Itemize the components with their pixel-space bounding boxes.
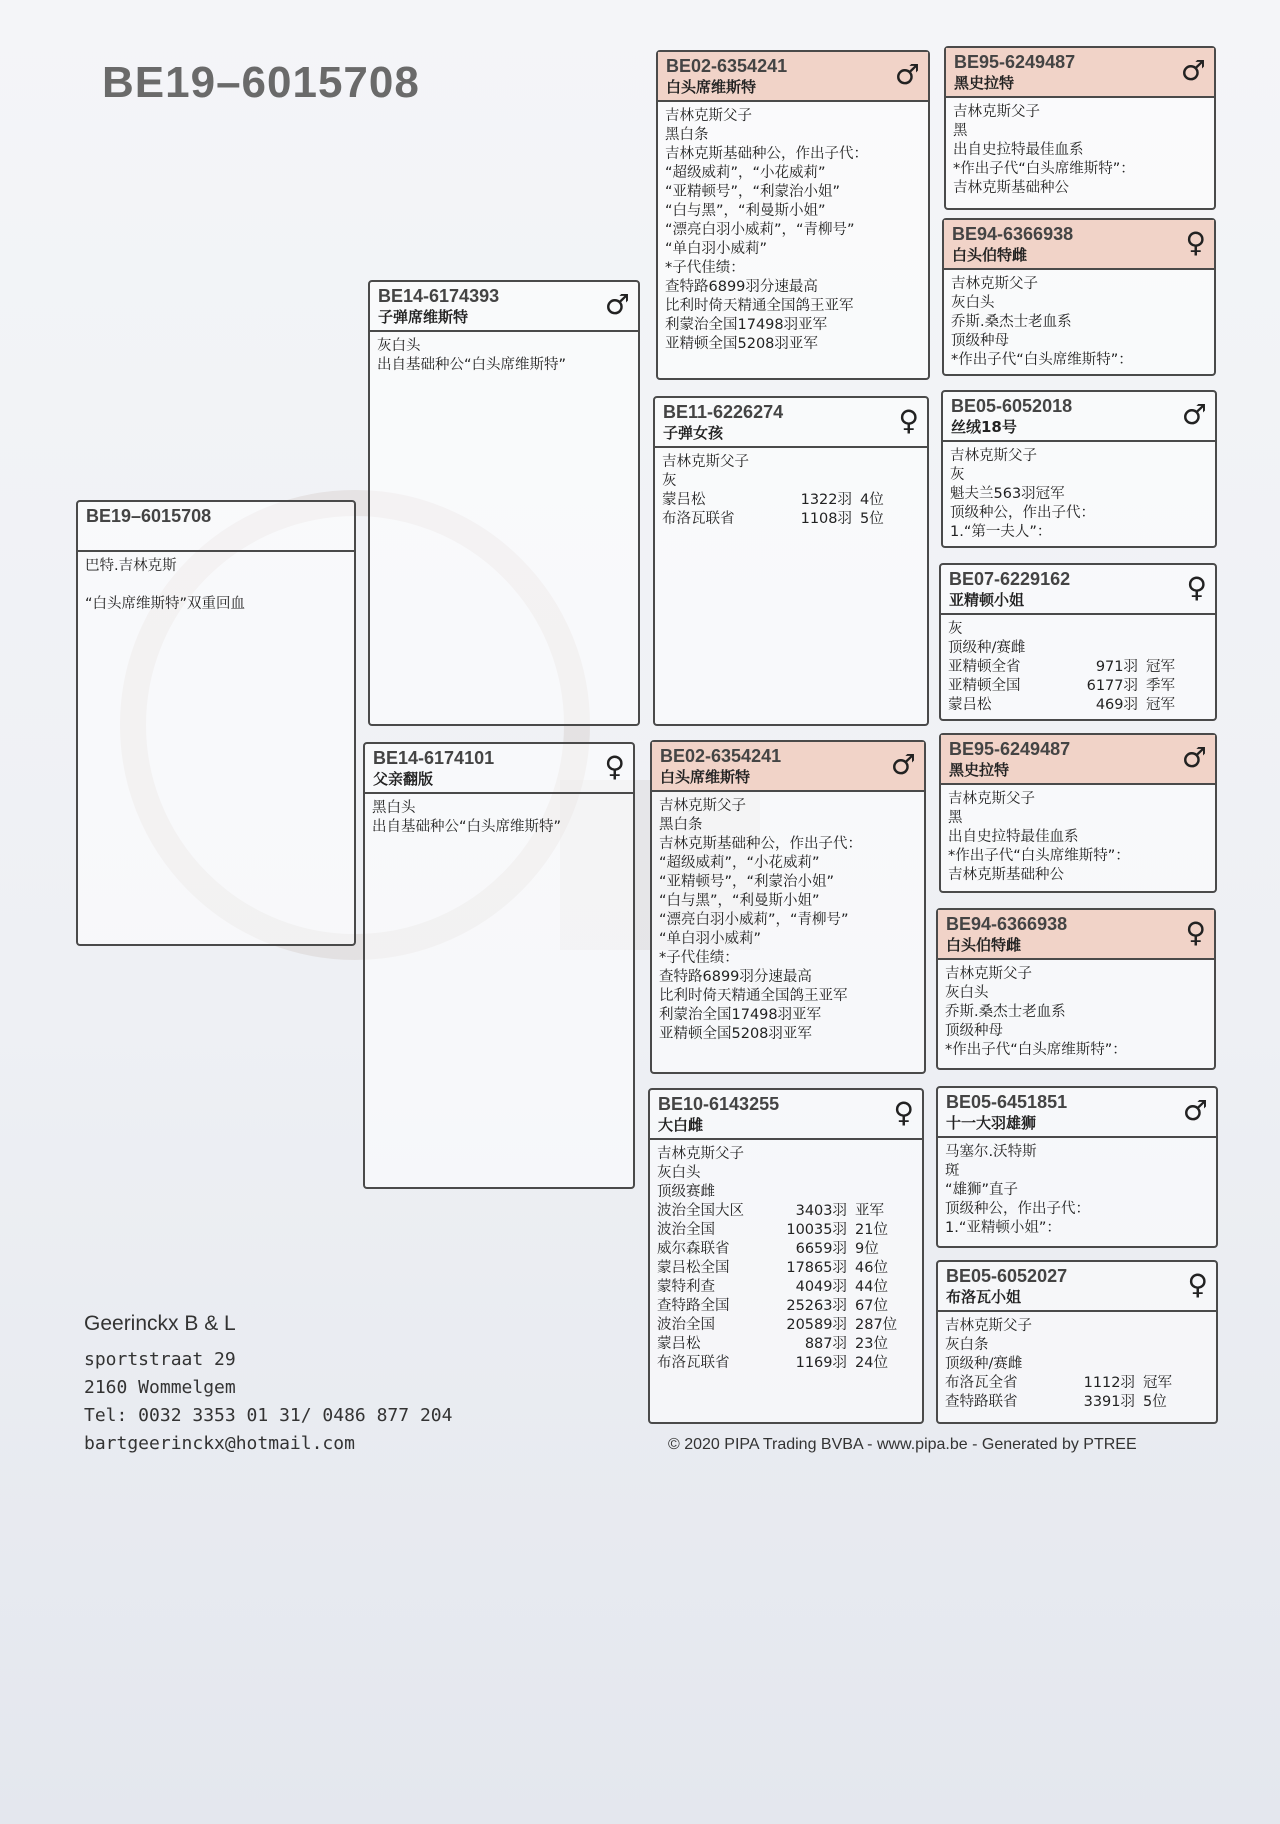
info-line: 出自史拉特最佳血系: [953, 142, 1084, 158]
info-line: *子代佳绩：: [665, 260, 745, 276]
info-line: 利蒙治全国17498羽亚军: [665, 317, 828, 333]
female-symbol-icon: ♀: [893, 1096, 914, 1129]
race-result-row: [948, 696, 1208, 715]
info-line: 吉林克斯基础种公: [948, 867, 1064, 883]
race-birds: 1169羽: [795, 1355, 847, 1371]
female-symbol-icon: ♀: [1187, 1268, 1208, 1301]
card-body: [941, 615, 1215, 720]
race-place: 冠军: [1143, 1375, 1172, 1391]
race-name: 布洛瓦联省: [662, 511, 735, 527]
card-body: [652, 792, 924, 1049]
card-header: [652, 742, 924, 792]
ring-number: BE10-6143255: [658, 1094, 780, 1114]
race-birds: 10035羽: [786, 1222, 847, 1238]
breeder-phone: Tel: 0032 3353 01 31/ 0486 877 204: [84, 1405, 453, 1426]
pigeon-name: 白头伯特雌: [952, 246, 1028, 264]
race-result-row: [945, 1393, 1209, 1412]
info-line: 吉林克斯父子: [948, 791, 1035, 807]
race-name: 波治全国大区: [657, 1203, 744, 1219]
card-header: [938, 1262, 1216, 1312]
race-birds: 3403羽: [795, 1203, 847, 1219]
race-birds: 20589羽: [786, 1317, 847, 1333]
ring-number: BE07-6229162: [949, 569, 1071, 589]
info-line: 吉林克斯父子: [657, 1146, 744, 1162]
ring-number: BE19–6015708: [86, 506, 212, 526]
info-line: 顶级种/赛雌: [948, 640, 1026, 656]
pigeon-name: 子弹席维斯特: [378, 308, 469, 326]
race-birds: 1108羽: [800, 511, 852, 527]
card-body: [943, 442, 1215, 547]
male-symbol-icon: ♂: [1181, 741, 1207, 774]
info-line: 吉林克斯父子: [951, 276, 1038, 292]
race-result-row: [657, 1316, 915, 1335]
info-line: 出自基础种公“白头席维斯特”: [372, 819, 562, 835]
race-place: 季军: [1146, 678, 1175, 694]
info-line: 灰: [662, 473, 677, 489]
info-line: *作出子代“白头席维斯特”：: [953, 161, 1135, 177]
pigeon-name: 白头伯特雌: [946, 936, 1022, 954]
info-line: 灰白头: [377, 338, 421, 354]
pigeon-card-be02-6354241: [656, 50, 930, 380]
pigeon-card-be11-6226274: [653, 396, 929, 726]
info-line: 灰白头: [945, 985, 989, 1001]
pigeon-card-be94-6366938: [936, 908, 1216, 1070]
card-body: [944, 270, 1214, 375]
race-birds: 3391羽: [1083, 1394, 1135, 1410]
ring-number: BE02-6354241: [666, 56, 788, 76]
ring-number: BE05-6052027: [946, 1266, 1068, 1286]
race-place: 21位: [855, 1222, 888, 1238]
info-line: “单白羽小威莉”: [665, 241, 768, 257]
pigeon-name: 亚精顿小姐: [949, 591, 1025, 609]
race-result-row: [657, 1278, 915, 1297]
race-result-row: [662, 491, 920, 510]
pigeon-name: 子弹女孩: [663, 424, 724, 442]
pigeon-name: 白头席维斯特: [660, 768, 751, 786]
card-body: [938, 1138, 1216, 1243]
ring-number: BE95-6249487: [949, 739, 1071, 759]
info-line: 魁夫兰563羽冠军: [950, 486, 1065, 502]
ring-number: BE14-6174393: [378, 286, 500, 306]
info-line: 出自史拉特最佳血系: [948, 829, 1079, 845]
race-place: 67位: [855, 1298, 888, 1314]
info-line: 黑白头: [372, 800, 416, 816]
pigeon-card-be14-6174101: [363, 742, 635, 1189]
race-birds: 17865羽: [786, 1260, 847, 1276]
card-body: [655, 448, 927, 534]
info-line: “漂亮白羽小威莉”，“青柳号”: [665, 222, 855, 238]
race-birds: 4049羽: [795, 1279, 847, 1295]
race-name: 蒙吕松: [948, 697, 992, 713]
info-line: 查特路6899羽分速最高: [665, 279, 818, 295]
male-symbol-icon: ♂: [1180, 54, 1206, 87]
race-birds: 971羽: [1095, 659, 1138, 675]
info-line: 马塞尔.沃特斯: [945, 1144, 1037, 1160]
race-birds: 1322羽: [800, 492, 852, 508]
pigeon-card-be05-6052018: [941, 390, 1217, 548]
race-birds: 25263羽: [786, 1298, 847, 1314]
card-header: [78, 502, 354, 552]
breeder-email: bartgeerinckx@hotmail.com: [84, 1433, 355, 1454]
ring-number: BE11-6226274: [663, 402, 784, 422]
card-body: [658, 102, 928, 359]
race-result-row: [657, 1354, 915, 1373]
info-line: “超级威莉”，“小花威莉”: [665, 165, 826, 181]
pigeon-card-be95-6249487: [939, 733, 1217, 893]
female-symbol-icon: ♀: [1185, 916, 1206, 949]
info-line: 巴特.吉林克斯: [85, 558, 177, 574]
female-symbol-icon: ♀: [898, 404, 919, 437]
card-header: [655, 398, 927, 448]
race-result-row: [657, 1335, 915, 1354]
card-body: [370, 332, 638, 380]
ring-number: BE95-6249487: [954, 52, 1076, 72]
race-place: 冠军: [1146, 697, 1175, 713]
male-symbol-icon: ♂: [1182, 1094, 1208, 1127]
race-result-row: [657, 1240, 915, 1259]
info-line: “单白羽小威莉”: [659, 931, 762, 947]
info-line: 吉林克斯父子: [950, 448, 1037, 464]
info-line: 灰白头: [657, 1165, 701, 1181]
race-name: 波治全国: [657, 1222, 715, 1238]
info-line: 灰白头: [951, 295, 995, 311]
female-symbol-icon: ♀: [1186, 571, 1207, 604]
race-birds: 6659羽: [795, 1241, 847, 1257]
info-line: 灰白条: [945, 1337, 989, 1353]
info-line: 出自基础种公“白头席维斯特”: [377, 357, 567, 373]
info-line: 顶级种母: [945, 1023, 1003, 1039]
info-line: 1.“第一夫人”：: [950, 524, 1052, 540]
card-header: [370, 282, 638, 332]
card-body: [365, 794, 633, 842]
info-line: *作出子代“白头席维斯特”：: [951, 352, 1133, 368]
info-line: 顶级赛雌: [657, 1184, 715, 1200]
info-line: 黑: [948, 810, 963, 826]
race-place: 9位: [855, 1241, 879, 1257]
female-symbol-icon: ♀: [1185, 226, 1206, 259]
info-line: “白头席维斯特”双重回血: [85, 596, 246, 612]
card-body: [946, 98, 1214, 203]
card-header: [938, 910, 1214, 960]
ring-number: BE05-6451851: [946, 1092, 1068, 1112]
breeder-street: sportstraat 29: [84, 1349, 236, 1370]
race-place: 冠军: [1146, 659, 1175, 675]
card-header: [946, 48, 1214, 98]
race-result-row: [657, 1202, 915, 1221]
info-line: 顶级种公，作出子代：: [945, 1201, 1090, 1217]
race-name: 查特路全国: [657, 1298, 730, 1314]
pigeon-name: 布洛瓦小姐: [946, 1288, 1022, 1306]
info-line: “亚精顿号”，“利蒙治小姐”: [665, 184, 841, 200]
card-body: [78, 552, 354, 619]
info-line: 吉林克斯父子: [659, 798, 746, 814]
info-line: 黑: [953, 123, 968, 139]
info-line: 1.“亚精顿小姐”：: [945, 1220, 1061, 1236]
info-line: 比利时倚天精通全国鸽王亚军: [665, 298, 854, 314]
pigeon-card-be19-6015708: [76, 500, 356, 946]
race-name: 蒙特利查: [657, 1279, 715, 1295]
race-birds: 469羽: [1095, 697, 1138, 713]
race-place: 亚军: [855, 1203, 884, 1219]
info-line: [85, 576, 347, 595]
ring-number: BE02-6354241: [660, 746, 782, 766]
info-line: 斑: [945, 1163, 960, 1179]
breeder-name: Geerinckx B & L: [84, 1312, 236, 1335]
pigeon-name: 大白雌: [658, 1116, 704, 1134]
card-header: [658, 52, 928, 102]
pigeon-name: 十一大羽雄狮: [946, 1114, 1037, 1132]
race-name: 蒙吕松: [657, 1336, 701, 1352]
info-line: 吉林克斯父子: [945, 1318, 1032, 1334]
card-header: [365, 744, 633, 794]
info-line: 乔斯.桑杰士老血系: [945, 1004, 1066, 1020]
race-name: 波治全国: [657, 1317, 715, 1333]
race-result-row: [657, 1259, 915, 1278]
race-place: 23位: [855, 1336, 888, 1352]
info-line: “白与黑”，“利曼斯小姐”: [665, 203, 826, 219]
race-birds: 1112羽: [1083, 1375, 1135, 1391]
info-line: 灰: [950, 467, 965, 483]
info-line: 顶级种/赛雌: [945, 1356, 1023, 1372]
card-body: [938, 960, 1214, 1065]
race-name: 布洛瓦全省: [945, 1375, 1018, 1391]
info-line: “雄狮”直子: [945, 1182, 1019, 1198]
card-header: [941, 565, 1215, 615]
race-result-row: [948, 658, 1208, 677]
male-symbol-icon: ♂: [890, 748, 916, 781]
ring-number: BE05-6052018: [951, 396, 1073, 416]
breeder-contact: [84, 1312, 452, 1458]
race-place: 5位: [860, 511, 884, 527]
info-line: 吉林克斯父子: [665, 108, 752, 124]
info-line: 亚精顿全国5208羽亚军: [665, 336, 818, 352]
race-place: 5位: [1143, 1394, 1167, 1410]
ring-number: BE94-6366938: [946, 914, 1068, 934]
info-line: “亚精顿号”，“利蒙治小姐”: [659, 874, 835, 890]
info-line: 灰: [948, 621, 963, 637]
card-header: [944, 220, 1214, 270]
race-name: 蒙吕松: [662, 492, 706, 508]
info-line: 顶级种母: [951, 333, 1009, 349]
pigeon-name: 父亲翻版: [373, 770, 434, 788]
pigeon-card-be95-6249487: [944, 46, 1216, 210]
race-result-row: [945, 1374, 1209, 1393]
ring-number: BE94-6366938: [952, 224, 1074, 244]
pigeon-card-be14-6174393: [368, 280, 640, 726]
pigeon-card-be05-6451851: [936, 1086, 1218, 1248]
pigeon-name: 黑史拉特: [954, 74, 1015, 92]
pigeon-name: 丝绒18号: [951, 418, 1017, 436]
race-place: 46位: [855, 1260, 888, 1276]
pigeon-card-be94-6366938: [942, 218, 1216, 376]
race-birds: 887羽: [804, 1336, 847, 1352]
copyright-notice: © 2020 PIPA Trading BVBA - www.pipa.be - Generated by PTREE: [668, 1436, 1137, 1453]
info-line: 吉林克斯基础种公: [953, 180, 1069, 196]
card-body: [938, 1312, 1216, 1417]
male-symbol-icon: ♂: [604, 288, 630, 321]
card-body: [941, 785, 1215, 890]
race-name: 蒙吕松全国: [657, 1260, 730, 1276]
info-line: 顶级种公，作出子代：: [950, 505, 1095, 521]
info-line: *作出子代“白头席维斯特”：: [945, 1042, 1127, 1058]
info-line: 黑白条: [665, 127, 709, 143]
race-result-row: [948, 677, 1208, 696]
info-line: 吉林克斯基础种公，作出子代：: [665, 146, 868, 162]
info-line: 比利时倚天精通全国鸽王亚军: [659, 988, 848, 1004]
info-line: 利蒙治全国17498羽亚军: [659, 1007, 822, 1023]
pedigree-title: BE19–6015708: [102, 58, 420, 107]
race-place: 44位: [855, 1279, 888, 1295]
pigeon-name: 黑史拉特: [949, 761, 1010, 779]
card-header: [943, 392, 1215, 442]
info-line: “漂亮白羽小威莉”，“青柳号”: [659, 912, 849, 928]
pigeon-card-be05-6052027: [936, 1260, 1218, 1424]
info-line: *作出子代“白头席维斯特”：: [948, 848, 1130, 864]
race-name: 威尔森联省: [657, 1241, 730, 1257]
info-line: 黑白条: [659, 817, 703, 833]
info-line: 查特路6899羽分速最高: [659, 969, 812, 985]
male-symbol-icon: ♂: [1181, 398, 1207, 431]
male-symbol-icon: ♂: [894, 58, 920, 91]
race-name: 亚精顿全省: [948, 659, 1021, 675]
race-name: 亚精顿全国: [948, 678, 1021, 694]
info-line: 吉林克斯父子: [945, 966, 1032, 982]
breeder-city: 2160 Wommelgem: [84, 1377, 236, 1398]
race-name: 查特路联省: [945, 1394, 1018, 1410]
ring-number: BE14-6174101: [373, 748, 495, 768]
info-line: “超级威莉”，“小花威莉”: [659, 855, 820, 871]
info-line: “白与黑”，“利曼斯小姐”: [659, 893, 820, 909]
race-place: 4位: [860, 492, 884, 508]
info-line: 吉林克斯父子: [953, 104, 1040, 120]
race-result-row: [657, 1221, 915, 1240]
info-line: 吉林克斯父子: [662, 454, 749, 470]
card-header: [941, 735, 1215, 785]
card-body: [650, 1140, 922, 1378]
info-line: 乔斯.桑杰士老血系: [951, 314, 1072, 330]
pigeon-name: 白头席维斯特: [666, 78, 757, 96]
pigeon-card-be10-6143255: [648, 1088, 924, 1424]
card-header: [650, 1090, 922, 1140]
race-result-row: [657, 1297, 915, 1316]
info-line: 吉林克斯基础种公，作出子代：: [659, 836, 862, 852]
pigeon-card-be07-6229162: [939, 563, 1217, 721]
race-place: 24位: [855, 1355, 888, 1371]
card-header: [938, 1088, 1216, 1138]
race-birds: 6177羽: [1086, 678, 1138, 694]
pigeon-card-be02-6354241: [650, 740, 926, 1074]
race-place: 287位: [855, 1317, 898, 1333]
female-symbol-icon: ♀: [604, 750, 625, 783]
race-name: 布洛瓦联省: [657, 1355, 730, 1371]
info-line: *子代佳绩：: [659, 950, 739, 966]
info-line: 亚精顿全国5208羽亚军: [659, 1026, 812, 1042]
race-result-row: [662, 510, 920, 529]
